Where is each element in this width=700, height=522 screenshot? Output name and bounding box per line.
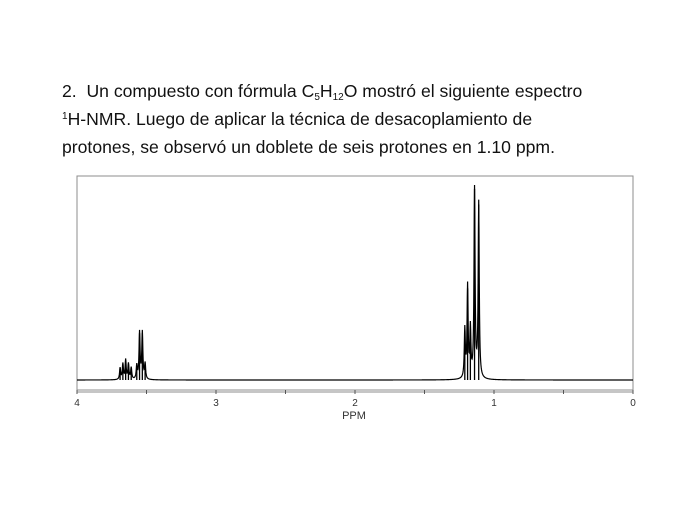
question-text-part: protones, se observó un doblete de seis protones en 1.10 ppm. xyxy=(62,137,555,157)
x-tick-label: 0 xyxy=(630,398,636,409)
x-axis-label: PPM xyxy=(342,410,366,422)
x-tick-label: 4 xyxy=(74,398,80,409)
x-tick-label: 2 xyxy=(352,398,358,409)
question-text-part: Un compuesto con fórmula C xyxy=(86,81,315,101)
x-axis xyxy=(74,390,636,409)
question-text-part: H-NMR. Luego de aplicar la técnica de desacoplamiento de xyxy=(67,109,533,129)
x-tick-label: 1 xyxy=(491,398,497,409)
formula-hydrogen: H xyxy=(319,81,333,101)
plot-frame xyxy=(77,176,633,392)
x-tick-label: 3 xyxy=(213,398,219,409)
formula-subscript-c: 5 xyxy=(314,92,320,103)
spectrum-trace xyxy=(77,185,633,380)
isotope-superscript: 1 xyxy=(62,111,68,122)
formula-subscript-h: 12 xyxy=(332,92,344,103)
peaks xyxy=(120,189,479,380)
question-text-part: O mostró el siguiente espectro xyxy=(343,81,583,101)
question-number: 2. xyxy=(62,81,77,101)
